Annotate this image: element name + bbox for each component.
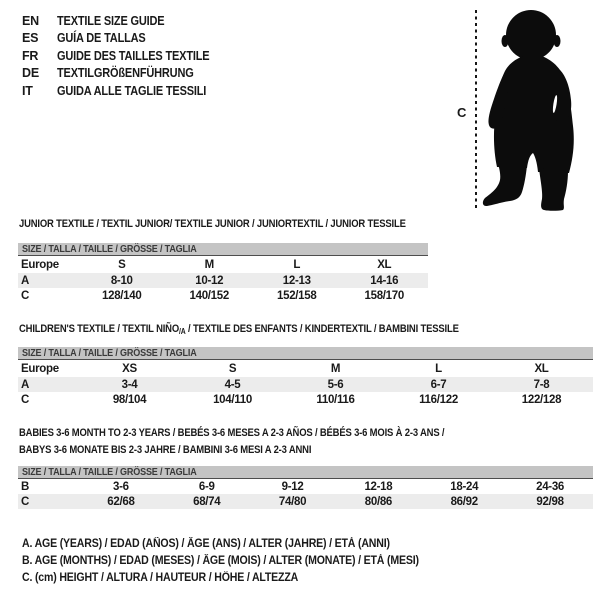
- language-row: [22, 48, 230, 65]
- height-c-label: C: [457, 105, 467, 120]
- table-cell: 24-36: [536, 480, 565, 493]
- table-cell: 12-13: [282, 274, 311, 287]
- table-cell: 6-9: [198, 480, 215, 493]
- table-cell: M: [204, 258, 214, 271]
- table-cell: 110/116: [316, 393, 355, 406]
- babies-table: [18, 466, 593, 509]
- table-cell: 122/128: [521, 393, 562, 406]
- language-label: GUIDE DES TAILLES TEXTILE: [57, 48, 210, 63]
- table-cell: 8-10: [110, 274, 133, 287]
- language-code: FR: [22, 48, 39, 63]
- height-dashed-line: [475, 10, 477, 210]
- row-label: C: [21, 289, 30, 302]
- table-cell: 116/122: [419, 393, 458, 406]
- table-cell: 14-16: [370, 274, 399, 287]
- note-c: C. (cm) HEIGHT / ALTURA / HAUTEUR / HÖHE / ALTEZZA: [22, 572, 299, 585]
- legend-notes: [22, 536, 453, 588]
- children-table-title: CHILDREN'S TEXTILE / TEXTIL $NIÑO_{/A}$ / TEXTILE DES ENFANTS / KINDERTEXTIL / BAMBINI TESSILE: [19, 323, 459, 336]
- table-cell: 104/110: [213, 393, 252, 406]
- children-table: [18, 347, 593, 407]
- table-cell: 98/104: [112, 393, 147, 406]
- language-label: TEXTILGRÖßENFÜHRUNG: [57, 66, 194, 81]
- table-cell: S: [118, 258, 126, 271]
- table-cell: 9-12: [281, 480, 304, 493]
- language-code: IT: [22, 83, 33, 98]
- table-cell: 62/68: [107, 495, 135, 508]
- table-row: [18, 377, 593, 392]
- row-label: Europe: [21, 258, 59, 271]
- table-cell: 7-8: [533, 378, 550, 391]
- row-label: B: [21, 480, 30, 493]
- table-row: [18, 392, 593, 407]
- row-label: A: [21, 378, 30, 391]
- language-code: DE: [22, 66, 39, 81]
- table-cell: 5-6: [327, 378, 344, 391]
- size-header-bar: SIZE / TALLA / TAILLE / GRÖSSE / TAGLIA: [18, 347, 593, 360]
- size-header-bar: SIZE / TALLA / TAILLE / GRÖSSE / TAGLIA: [18, 466, 593, 479]
- table-cell: 12-18: [364, 480, 393, 493]
- table-cell: 128/140: [102, 289, 142, 302]
- subscript-a: /A: [179, 327, 186, 336]
- babies-table-title: BABIES 3-6 MONTH TO 2-3 YEARS / BEBÉS 3-6 MESES A 2-3 AÑOS / BÉBÉS 3-6 MOIS À 2-3 ANS / BABYS 3-6 MONATE BIS 2-3 JAHRE / BAMBINI 3-6 MESI A 2-3 ANNI: [19, 427, 445, 456]
- language-row: [22, 13, 230, 30]
- language-label: TEXTILE SIZE GUIDE: [57, 14, 165, 28]
- note-a: A. AGE (YEARS) / EDAD (AÑOS) / ÂGE (ANS) / ALTER (JAHRE) / ETÀ (ANNI): [22, 538, 390, 550]
- table-cell: 92/98: [536, 495, 564, 508]
- language-row: [22, 30, 230, 47]
- table-row: [18, 360, 593, 377]
- language-row: [22, 83, 230, 100]
- table-cell: XL: [377, 258, 392, 271]
- table-cell: 80/86: [364, 495, 393, 508]
- table-cell: 74/80: [278, 495, 307, 508]
- table-row: [18, 288, 428, 303]
- table-cell: 4-5: [224, 378, 241, 391]
- table-cell: 140/152: [189, 289, 229, 302]
- table-cell: 10-12: [195, 274, 224, 287]
- language-label: GUÍA DE TALLAS: [57, 31, 146, 46]
- language-label: GUIDA ALLE TAGLIE TESSILI: [57, 83, 207, 98]
- table-cell: L: [435, 362, 442, 375]
- table-cell: 3-6: [113, 480, 129, 493]
- table-row: [18, 494, 593, 509]
- table-cell: 6-7: [430, 378, 447, 391]
- table-cell: XL: [534, 362, 549, 375]
- language-code: EN: [22, 14, 39, 28]
- table-row: [18, 479, 593, 494]
- table-cell: S: [228, 362, 237, 375]
- row-label: Europe: [21, 362, 59, 375]
- note-b: B. AGE (MONTHS) / EDAD (MESES) / ÂGE (MOIS) / ALTER (MONATE) / ETÀ (MESI): [22, 555, 419, 568]
- table-row: [18, 273, 428, 288]
- language-code: ES: [22, 31, 39, 46]
- language-row: [22, 65, 230, 82]
- table-cell: XS: [122, 362, 137, 375]
- table-cell: 18-24: [450, 480, 479, 493]
- row-label: C: [21, 393, 30, 406]
- table-cell: 152/158: [277, 289, 317, 302]
- table-cell: 86/92: [450, 495, 478, 508]
- table-cell: L: [293, 258, 301, 271]
- junior-table: [18, 243, 428, 303]
- row-label: A: [21, 274, 30, 287]
- table-cell: 3-4: [121, 378, 138, 391]
- language-list: [22, 13, 230, 100]
- table-cell: 158/170: [364, 289, 404, 302]
- table-cell: M: [330, 362, 341, 375]
- table-row: [18, 256, 428, 273]
- junior-table-title: JUNIOR TEXTILE / TEXTIL JUNIOR/ TEXTILE JUNIOR / JUNIORTEXTIL / JUNIOR TESSILE: [19, 218, 406, 230]
- row-label: C: [21, 495, 30, 508]
- table-cell: 68/74: [193, 495, 221, 508]
- size-header-bar: SIZE / TALLA / TAILLE / GRÖSSE / TAGLIA: [18, 243, 428, 256]
- toddler-silhouette-icon: [478, 8, 598, 213]
